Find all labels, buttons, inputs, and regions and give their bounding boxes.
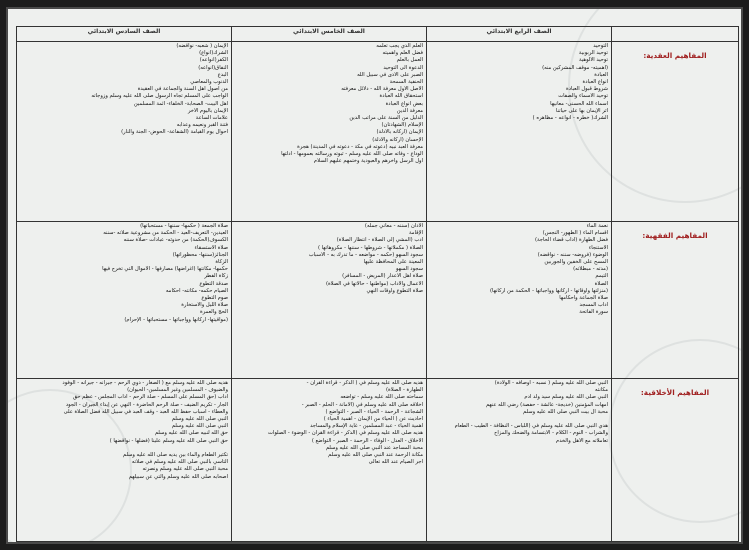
- list-item: العلم الذي يجب تعلمه: [376, 43, 423, 49]
- list-item: نعمة الماء: [586, 223, 608, 229]
- list-item: الصلاة: [594, 280, 608, 287]
- list-item: صوم التطوع: [201, 295, 228, 302]
- list-item: الإيمان ( شعبه- نواقضه): [176, 43, 228, 49]
- list-item: أهمية الحياء - عبد المسلمين - غاية الإسلام والمساجد: [310, 423, 423, 430]
- list-item: توحيد الألوهية: [578, 57, 608, 64]
- list-item: (منزلتها وأوقاتها - أركانها وواجباتها - الحكمة من أركانها): [489, 287, 608, 294]
- list-item: مكانة الرحمة عند النبي صلى الله عليه وسلم: [328, 452, 423, 459]
- grade4-cell: [427, 222, 612, 379]
- list-item: الوداع - وفاته صلى الله عليه وسلم - ثبوته ورسالته بعمومها - أدلتها: [281, 151, 423, 158]
- list-item: الاستنجاء: [588, 244, 608, 251]
- grade5-cell: [232, 222, 427, 379]
- list-item: [430, 416, 608, 423]
- grade6-cell: [17, 222, 232, 379]
- list-item: التوحيد: [593, 43, 608, 49]
- list-item: التيمم: [595, 273, 608, 280]
- category-label: المفاهيم الأخلاقية:: [640, 388, 710, 397]
- list-item: معرفة الدين: [396, 107, 423, 114]
- list-item: أقسام الماء ( الطهور- النجس): [542, 230, 608, 237]
- list-item: توحيد الربوبية: [578, 50, 608, 57]
- list-item: فتنة القبر ونعيمه وعذابه: [176, 122, 228, 129]
- list-item: أثر الإيمان بها على حياتنا: [555, 107, 608, 114]
- list-item: هديه صلى الله عليه وسلم في ( الذكر - قراءة القرآن -: [306, 380, 423, 386]
- list-item: الدليل من السنة على مراتب الدين: [349, 115, 423, 122]
- header-grade5: الصف الخامس الابتدائي: [232, 27, 427, 42]
- list-item: فضل الطهارة (آداب قضاء الحاجة): [534, 237, 608, 244]
- list-item: صلاة الجمعة ( حكمها- سننها - مستحباتها): [140, 223, 228, 229]
- list-item: الجنائز(سننها- محظوراتها): [172, 251, 228, 258]
- list-item: البدع: [217, 71, 228, 78]
- list-item: الذنوب والمعاصي: [190, 79, 228, 86]
- list-item: الإقامة: [408, 230, 423, 237]
- list-item: معرفة العبد نبيه (دعوته في مكة - دعوته في المدينة) هجرة: [297, 143, 423, 150]
- category-label: المفاهيم العقدية:: [643, 51, 707, 60]
- list-item: أحوال يوم القيامة (الشفاعة- الحوض- الجنة والنار): [121, 129, 228, 136]
- list-item: الزكاة: [215, 259, 228, 266]
- list-item: الإسلام (الشهادتان): [381, 122, 423, 129]
- list-item: الأخلاق - العدل - الوفاء - الرحمة - الصبر - التواضع ): [311, 437, 423, 444]
- list-item: تعاملاته مع الأهل والخدم: [556, 437, 608, 444]
- category-cell: [612, 222, 739, 379]
- grade6-cell: [17, 379, 232, 542]
- list-item: هديه صلى الله عليه وسلم مع ( الصغار - ذوي الرحم - جيرانه - جيرانه - الوفود: [62, 380, 228, 386]
- list-item: الكسوف(الحكمة) من حدوثه- عبادات -صلاة سننه: [123, 237, 228, 244]
- document-frame: [6, 7, 743, 544]
- list-item: محبة النبي صلى الله عليه وسلم ونصرته: [142, 466, 228, 473]
- header-grade6: الصف السادس الابتدائي: [17, 27, 232, 42]
- list-item: فضل العلم وأهميته: [382, 50, 423, 57]
- list-item: الشجاعة - الرحمة - الحياء - الصبر - التواضع ): [325, 408, 423, 415]
- list-item: صدقة التطوع: [199, 280, 228, 287]
- list-item: المعينة على المحافظة عليها: [363, 259, 423, 266]
- list-item: أدب (المشي إلى الصلاة - انتظار الصلاة): [336, 237, 423, 244]
- list-item: سجود السهو (حكمه - مواضعه - ما تدرك به - الأسباب: [308, 251, 423, 258]
- list-item: بعض أنواع العبادة: [385, 100, 423, 107]
- list-item: شروط قبول العبادة: [565, 86, 608, 93]
- list-item: والعطاء - أسباب حفظ الله العبد - وقف العبد في سبيل الله فضل الصلاة على: [63, 408, 228, 415]
- list-item: من أصول أهل السنة والجماعة في العقيدة: [137, 86, 228, 93]
- list-item: الكفر(أنواعه): [199, 57, 228, 64]
- list-item: حكمها- مكانتها (أغراضها) مصارفها - الأموال التي تخرج فيها: [102, 266, 228, 273]
- list-item: العيدين- التعريف-العيد - الحكمة من مشروعية صلاته -سننه: [103, 230, 228, 237]
- list-item: الأعمال والآداب (مواطنها - حالاتها في الصلاة): [325, 280, 423, 287]
- list-item: أخلاقه صلى الله عليه وسلم في (الأمانة - الحلم - الصبر -: [301, 401, 423, 408]
- grade5-cell: [232, 42, 427, 222]
- list-item: هديه صلى الله عليه وسلم في (الذكر - قراءة القرآن - الوضوء - الصلوات: [268, 430, 423, 437]
- list-item: التأسي بالنبي صلى الله عليه وسلم في صلاته: [131, 459, 228, 466]
- curriculum-table: [16, 26, 739, 542]
- list-item: النبي صلى الله عليه وسلم ( نسبه - أوصافه - الولادة): [494, 380, 608, 386]
- list-item: سجود السهو: [395, 266, 423, 273]
- list-item: الإيمان باليوم الآخر: [187, 107, 228, 114]
- list-item: (أهميته- موقف المشركين منه): [542, 64, 608, 71]
- list-item: صلاة الاستسقاء: [194, 244, 228, 251]
- list-item: الإحسان (أركانه والأدلة): [372, 136, 423, 143]
- category-label: المفاهيم الفقهية:: [642, 231, 708, 240]
- list-item: الشرك(أنواع): [199, 50, 228, 57]
- list-item: محبة المساجد عند النبي صلى الله عليه وسلم: [325, 444, 423, 451]
- grade4-cell: [427, 379, 612, 542]
- list-item: علامات الساعة: [195, 115, 228, 122]
- list-item: هدي النبي صلى الله عليه وسلم في (اللباس - النظافة - الطيب - الطعام: [454, 423, 608, 430]
- list-item: (مدته - مبطلاته): [573, 266, 608, 273]
- list-item: حق الله لنبيه صلى الله عليه وسلم: [154, 430, 228, 437]
- list-item: النبي صلى الله عليه وسلم: [171, 416, 228, 423]
- list-item: الطهارة - الصلاة): [386, 387, 423, 394]
- list-item: العمل بالعلم: [396, 57, 423, 64]
- table-row-ethics: [17, 379, 739, 542]
- list-item: توحيد الأسماء والصفات: [558, 93, 608, 100]
- list-item: سماحته صلى الله عليه وسلم - تواضعه: [340, 394, 423, 401]
- list-item: استحقاق الله العبادة: [379, 93, 423, 100]
- list-item: والضيوف - المسلمين وغير المسلمين- الحيوان): [127, 387, 228, 394]
- list-item: أجر الصيام عند الله تعالى: [368, 459, 423, 466]
- list-item: تكثير الطعام والماء بين يديه صلى الله عليه وسلم: [122, 452, 228, 459]
- list-item: زكاة الفطر: [204, 273, 228, 280]
- list-item: الصلاة ( مكملاتها - شروطها - سننها - مكروهاتها ): [318, 244, 423, 251]
- list-item: أمهات المؤمنين (خديجة- عائشة - حفصة) رضي الله عنهم: [485, 401, 608, 408]
- list-item: أول الرسل وآخرهم والعبودية وختمهم عليهم السلام: [313, 158, 423, 165]
- list-item: الجار - تكريم الضيف - صلة الرحم الحاضرة - النهي عن إيذاء الجيران - الجود: [65, 401, 228, 408]
- header-grade4: الصف الرابع الابتدائي: [427, 27, 612, 42]
- list-item: صلاة الجماعة وأحكامها: [559, 295, 608, 302]
- list-item: النبي صلى الله عليه وسلم: [171, 423, 228, 430]
- list-item: الواجب على المسلم تجاه الرسول صلى الله عليه وسلم وزوجاته: [91, 93, 228, 100]
- list-item: أحاديث عن ( الحياء من الإيمان - أهمية الحياء ): [323, 416, 423, 423]
- list-item: الإيمان (أركانه بالأدلة): [376, 129, 423, 136]
- list-item: أهل البيت- الصحابة- الخلفاء- أئمة المسلمين: [133, 100, 228, 107]
- list-item: النبي صلى الله عليه وسلم سيد ولد آدم: [524, 394, 608, 401]
- list-item: الأصل الأول معرفة الله - دلائل معرفته: [341, 86, 423, 93]
- category-cell: [612, 42, 739, 222]
- list-item: حق النبي صلى الله عليه وسلم علينا (فضلها - نواقضها ): [109, 437, 228, 444]
- list-item: العبادة: [594, 71, 608, 78]
- list-item: صلاة الليل والاستخارة: [181, 302, 228, 309]
- list-item: الصيام حكمه- مكانته- أحكامه: [165, 287, 228, 294]
- list-item: النفاق(أنواعه): [198, 64, 228, 71]
- grade4-cell: [427, 42, 612, 222]
- table-row-jurisprudence: [17, 222, 739, 379]
- list-item: صلاة التطوع وأوقات النهي: [366, 287, 423, 294]
- list-item: الدعوة الى التوحيد: [383, 64, 423, 71]
- table-row-creedal: [17, 42, 739, 222]
- list-item: أصحابه صلى الله عليه وسلم والتي عن سبيلهم: [128, 473, 228, 480]
- list-item: الأذان (سننه - معاني جمله): [364, 223, 423, 229]
- header-row: [17, 27, 739, 42]
- list-item: الحج والعمرة: [200, 309, 228, 316]
- category-cell: [612, 379, 739, 542]
- list-item: مكانته: [594, 387, 608, 394]
- list-item: (مواقيتها- أركانها وواجباتها - مستحباتها - الإحرام): [124, 316, 228, 323]
- list-item: سورة الفاتحة: [579, 309, 608, 316]
- list-item: والشراب - النوم - الكلام - الابتسامة والضحك والمزاح: [494, 430, 608, 437]
- list-item: أنواع العبادة: [582, 79, 608, 86]
- list-item: المسح على الخفين والجوربين: [544, 259, 608, 266]
- list-item: محبة آل بيت النبي صلى الله عليه وسلم: [523, 408, 608, 415]
- list-item: الوضوء (فروضه- سننه - نواقضه): [537, 251, 608, 258]
- list-item: الشرك( خطره - أنواعه - مظاهره ): [532, 115, 608, 122]
- corner-cell: [612, 27, 739, 42]
- list-item: صلاة أهل الأعذار (المريض - المسافر): [342, 273, 423, 280]
- grade5-cell: [232, 379, 427, 542]
- list-item: الحنفية السمحة: [389, 79, 423, 86]
- grade6-cell: [17, 42, 232, 222]
- list-item: الصبر على الأذى في سبيل الله: [357, 71, 423, 78]
- list-item: أسماء الله الحسنى- معانيها: [550, 100, 608, 107]
- list-item: آداب المسجد: [579, 302, 608, 309]
- list-item: [20, 445, 228, 452]
- list-item: آداب (حق المسلم على المسلم - صلة الرحم - آداب المجلس - عظم حق: [72, 394, 228, 401]
